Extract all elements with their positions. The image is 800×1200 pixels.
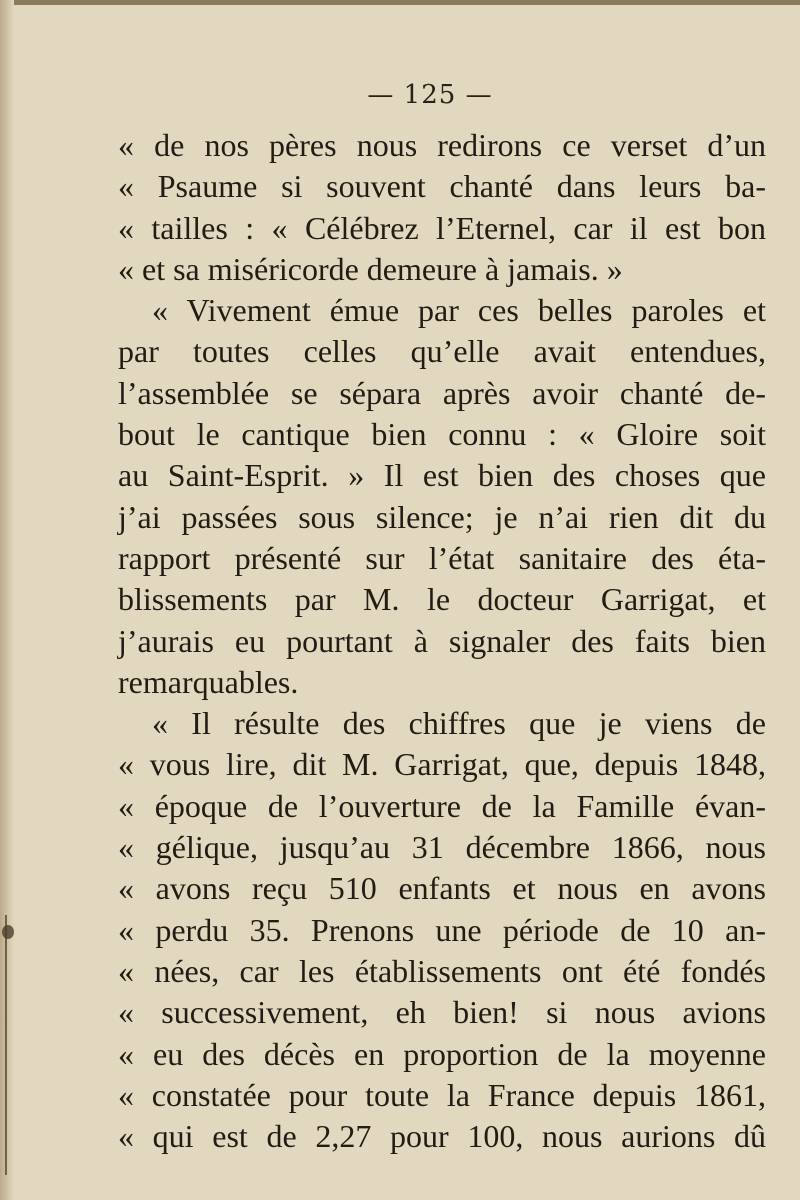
binding-mark <box>2 925 14 939</box>
page-number: — 125 — <box>367 80 493 110</box>
text-line: remarquables. <box>118 663 299 700</box>
binding-thread <box>5 915 7 1175</box>
text-line: « et sa miséricorde demeure à jamais. » <box>118 250 623 287</box>
text-line: au Saint-Esprit. » Il est bien des choses que <box>118 457 766 494</box>
page-top-edge <box>0 0 800 5</box>
text-line: « perdu 35. Prenons une période de 10 an- <box>118 911 766 948</box>
text-line: j’ai passées sous silence; je n’ai rien dit du <box>118 498 766 535</box>
text-line: « gélique, jusqu’au 31 décembre 1866, nous <box>118 829 766 866</box>
text-line: « qui est de 2,27 pour 100, nous aurions dû <box>118 1118 766 1155</box>
text-line: « constatée pour toute la France depuis 1861, <box>118 1076 766 1113</box>
text-line: « nées, car les établissements ont été fondés <box>118 952 766 989</box>
text-line: l’assemblée se sépara après avoir chanté de- <box>118 374 766 411</box>
text-line: « époque de l’ouverture de la Famille évan- <box>118 787 766 824</box>
text-line: blissements par M. le docteur Garrigat, et <box>118 581 766 618</box>
text-line: « vous lire, dit M. Garrigat, que, depuis 1848, <box>118 746 766 783</box>
text-line: « Psaume si souvent chanté dans leurs ba- <box>118 168 766 205</box>
text-line: « Il résulte des chiffres que je viens de <box>152 705 766 742</box>
text-line: « successivement, eh bien! si nous avions <box>118 994 766 1031</box>
text-line: « avons reçu 510 enfants et nous en avons <box>118 870 766 907</box>
text-line: « tailles : « Célébrez l’Eternel, car il est bon <box>118 209 766 246</box>
body-text <box>118 125 766 1157</box>
binding-shadow <box>0 0 14 1200</box>
text-line: « de nos pères nous redirons ce verset d’un <box>118 127 766 163</box>
text-line: « Vivement émue par ces belles paroles et <box>152 292 766 329</box>
text-line: j’aurais eu pourtant à signaler des faits bien <box>118 622 766 659</box>
text-line: rapport présenté sur l’état sanitaire des éta- <box>118 539 766 576</box>
text-line: « eu des décès en proportion de la moyenne <box>118 1035 766 1072</box>
text-line: par toutes celles qu’elle avait entendues, <box>118 333 766 370</box>
text-line: bout le cantique bien connu : « Gloire soit <box>118 416 766 453</box>
